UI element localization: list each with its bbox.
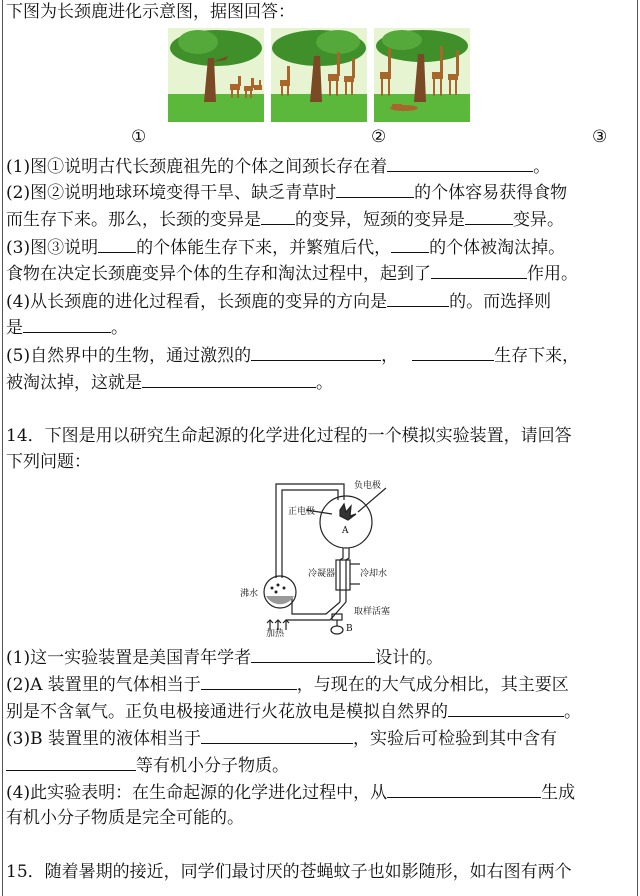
- label-positive-electrode: 正电极: [288, 507, 316, 517]
- q14-intro-2: 下列问题：: [6, 452, 91, 472]
- q13-line-2: [6, 181, 634, 203]
- fig-label-1: ①: [131, 127, 147, 147]
- q13-line-6: [6, 290, 634, 312]
- q13-l1-end: 。: [533, 157, 551, 177]
- q14-l2-blank-1[interactable]: [201, 673, 297, 690]
- q14-l3-blank-1[interactable]: [201, 727, 353, 744]
- q13-line-8: [6, 344, 634, 366]
- q14-line-7: 有机小分子物质是完全可能的。: [6, 808, 244, 828]
- q13-l3-text-c: 的个体被淘汰掉。: [429, 238, 566, 258]
- q13-l5-blank-2[interactable]: [412, 344, 494, 361]
- page-border-right: [637, 0, 638, 896]
- q14-l2c-end: 。: [564, 702, 581, 722]
- q13-l4c-text: 是: [6, 318, 23, 338]
- q15-line-1: 15．随着暑期的接近，同学们最讨厌的苍蝇蚊子也如影随形，如右图有两个: [6, 862, 572, 882]
- q13-l4-text: (4)从长颈鹿的进化过程看，长颈鹿的变异的方向是: [6, 292, 388, 312]
- q14-line-1: [6, 646, 634, 668]
- q13-l2c-text: 而生存下来。那么，长颈的变异是: [6, 210, 261, 230]
- q13-l5d-blank[interactable]: [142, 371, 316, 388]
- label-condenser: 冷凝器: [308, 569, 336, 579]
- q13-intro: 下图为长颈鹿进化示意图，据图回答：: [6, 2, 295, 22]
- q13-l2-blank[interactable]: [336, 181, 414, 198]
- q14-l3c-text: 等有机小分子物质。: [136, 756, 289, 776]
- q13-l1-text: (1)图①说明古代长颈鹿祖先的个体之间颈长存在着: [6, 157, 388, 177]
- q14-line-5: [6, 754, 634, 776]
- q14-l4-text-b: 生成: [541, 783, 576, 803]
- q13-l3-text-b: 的个体能生存下来，并繁殖后代，: [136, 238, 392, 258]
- q13-l3d-blank[interactable]: [431, 262, 527, 279]
- q13-line-5: [6, 262, 634, 284]
- q13-l3d-text: 食物在决定长颈鹿变异个体的生存和淘汰过程中，起到了: [6, 264, 431, 284]
- q13-l5d-text: 被淘汰掉，这就是: [6, 373, 142, 393]
- q14-l3c-blank[interactable]: [6, 754, 136, 771]
- q13-l4-blank-1[interactable]: [387, 290, 449, 307]
- q14-line-3: [6, 700, 634, 722]
- q14-l3-text: (3)B 装置里的液体相当于: [6, 729, 201, 749]
- q13-l2c-blank-1[interactable]: [261, 208, 295, 225]
- q13-line-1: [6, 155, 634, 177]
- giraffe-evolution-figure: [168, 28, 470, 122]
- q14-line-4: [6, 727, 634, 749]
- q13-l5d-end: 。: [316, 373, 333, 393]
- label-negative-electrode: 负电极: [354, 481, 382, 491]
- q14-l4-text: (4)此实验表明：在生命起源的化学进化过程中，从: [6, 783, 388, 803]
- label-boiling-water: 沸水: [240, 589, 259, 599]
- q13-l2-text-b: 的个体容易获得食物: [414, 183, 568, 203]
- q13-l2c-text-c: 变异。: [513, 210, 564, 230]
- q13-l5-blank-1[interactable]: [251, 344, 381, 361]
- fig-label-2: ②: [371, 127, 387, 147]
- q13-l2-text: (2)图②说明地球环境变得干旱、缺乏青草时: [6, 183, 337, 203]
- q13-l2c-blank-2[interactable]: [465, 208, 513, 225]
- q13-l2c-text-b: 的变异，短颈的变异是: [295, 210, 465, 230]
- q13-l5-text-c: 生存下来，: [494, 346, 580, 366]
- q13-l5-comma: ，: [381, 346, 399, 366]
- q14-intro-1: 14．下图是用以研究生命起源的化学进化过程的一个模拟实验装置，请回答: [6, 426, 572, 446]
- q13-l3-blank-1[interactable]: [98, 236, 136, 253]
- q13-l1-blank[interactable]: [387, 155, 533, 172]
- q13-l3d-text-b: 作用。: [527, 264, 578, 284]
- fig-label-3: ③: [592, 127, 608, 147]
- giraffe-illustration: [168, 28, 470, 122]
- q13-l3-text: (3)图③说明: [6, 238, 99, 258]
- q13-l3-blank-2[interactable]: [391, 236, 429, 253]
- q14-l2c-text: 别是不含氧气。正负电极接通进行火花放电是模拟自然界的: [6, 702, 448, 722]
- q13-l4c-end: 。: [111, 318, 128, 338]
- q14-l1-text-b: 设计的。: [375, 648, 444, 668]
- label-heating: 加热: [266, 629, 285, 639]
- q14-l4-blank[interactable]: [387, 781, 541, 798]
- q13-line-9: [6, 371, 634, 393]
- q13-l4-text-b: 的。而选择则: [449, 292, 552, 312]
- q13-l4c-blank[interactable]: [23, 316, 111, 333]
- q14-l2-text-b: ，与现在的大气成分相比，其主要区: [296, 675, 569, 695]
- miller-apparatus-figure: [236, 474, 406, 638]
- q13-line-4: [6, 236, 634, 258]
- label-a: A: [342, 526, 349, 536]
- q14-l1-text: (1)这一实验装置是美国青年学者: [6, 648, 252, 668]
- page-border-left: [2, 0, 3, 896]
- q14-l2-text: (2)A 装置里的气体相当于: [6, 675, 201, 695]
- q14-l2c-blank[interactable]: [448, 700, 564, 717]
- q14-line-2: [6, 673, 634, 695]
- label-cooling-water: 冷却水: [360, 569, 388, 579]
- q13-line-7: [6, 316, 634, 338]
- label-sampling-valve: 取样活塞: [354, 607, 391, 617]
- q13-l5-text: (5)自然界中的生物，通过激烈的: [6, 346, 252, 366]
- q14-line-6: [6, 781, 634, 803]
- q14-l3-text-b: ，实验后可检验到其中含有: [352, 729, 557, 749]
- q13-line-3: [6, 208, 634, 230]
- label-b: B: [346, 624, 353, 634]
- q14-l1-blank[interactable]: [251, 646, 375, 663]
